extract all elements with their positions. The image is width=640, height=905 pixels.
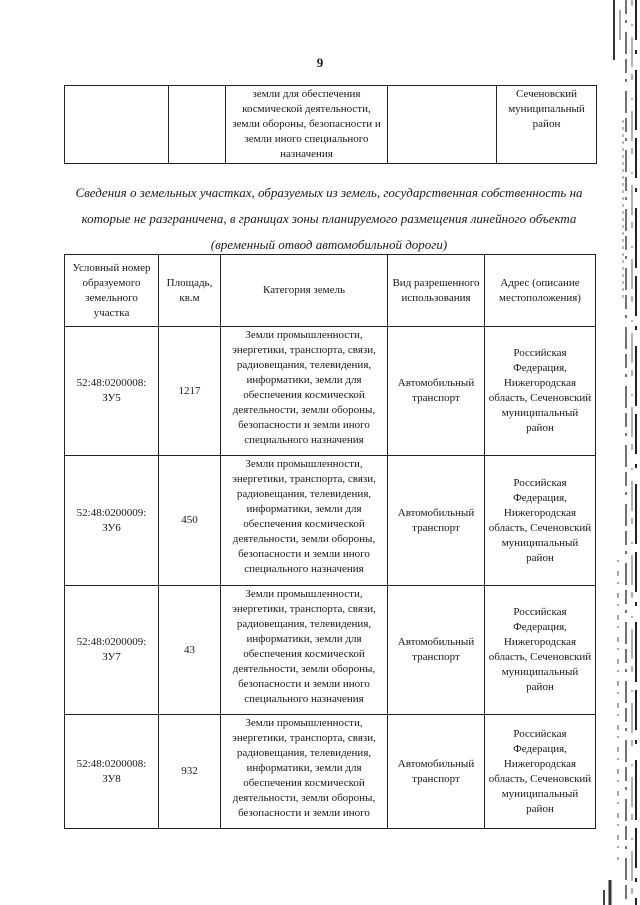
continued-use-cell — [388, 86, 497, 164]
page-number: 9 — [316, 55, 324, 70]
row-address: Российская Федерация, Нижегородская область, Сеченовский муниципальный район — [485, 715, 596, 829]
table-row — [65, 456, 596, 586]
continued-table — [64, 85, 597, 164]
row-category: Земли промышленности, энергетики, транспорта, связи, радиовещания, телевидения, информатики, земли для обеспечения космической деятельности, земли обороны, безопасности и земли иного специального назначения — [221, 456, 388, 586]
continued-category-cell: земли для обеспечения космической деятельности, земли обороны, безопасности и земли иного специального назначения — [226, 86, 388, 164]
row-use: Автомобильный транспорт — [388, 456, 485, 586]
header-category: Категория земель — [221, 255, 388, 327]
row-area: 43 — [159, 586, 221, 715]
row-use: Автомобильный транспорт — [388, 327, 485, 456]
header-number: Условный номер образуемого земельного участка — [65, 255, 159, 327]
table-row — [65, 715, 596, 829]
row-area: 450 — [159, 456, 221, 586]
table-row — [65, 586, 596, 715]
row-number: 52:48:0200009: ЗУ6 — [65, 456, 159, 586]
header-use: Вид разрешенного использования — [388, 255, 485, 327]
continued-address-cell: Сеченовский муниципальный район — [497, 86, 597, 164]
scan-edge-artifact — [596, 0, 640, 905]
land-plots-table — [64, 254, 596, 829]
row-address: Российская Федерация, Нижегородская область, Сеченовский муниципальный район — [485, 586, 596, 715]
continued-number-cell — [65, 86, 169, 164]
header-area: Площадь, кв.м — [159, 255, 221, 327]
row-address: Российская Федерация, Нижегородская область, Сеченовский муниципальный район — [485, 456, 596, 586]
continued-table-row — [65, 86, 597, 164]
header-row — [65, 255, 596, 327]
row-number: 52:48:0200008: ЗУ5 — [65, 327, 159, 456]
row-area: 932 — [159, 715, 221, 829]
row-number: 52:48:0200008: ЗУ8 — [65, 715, 159, 829]
row-address: Российская Федерация, Нижегородская область, Сеченовский муниципальный район — [485, 327, 596, 456]
row-use: Автомобильный транспорт — [388, 715, 485, 829]
header-address: Адрес (описание местоположения) — [485, 255, 596, 327]
row-category: Земли промышленности, энергетики, транспорта, связи, радиовещания, телевидения, информатики, земли для обеспечения космической деятельности, земли обороны, безопасности и земли иного специального назначения — [221, 327, 388, 456]
row-use: Автомобильный транспорт — [388, 586, 485, 715]
row-number: 52:48:0200009: ЗУ7 — [65, 586, 159, 715]
continued-area-cell — [169, 86, 226, 164]
row-area: 1217 — [159, 327, 221, 456]
row-category: Земли промышленности, энергетики, транспорта, связи, радиовещания, телевидения, информатики, земли для обеспечения космической деятельности, земли обороны, безопасности и земли иного специального назначения — [221, 586, 388, 715]
row-category: Земли промышленности, энергетики, транспорта, связи, радиовещания, телевидения, информатики, земли для обеспечения космической деятельности, земли обороны, безопасности и земли иного — [221, 715, 388, 829]
table-row — [65, 327, 596, 456]
section-heading: Сведения о земельных участках, образуемых из земель, государственная собственность на которые не разграничена, в границах зоны планируемого размещения линейного объекта (временный отвод автомобильной дороги) — [75, 185, 583, 252]
